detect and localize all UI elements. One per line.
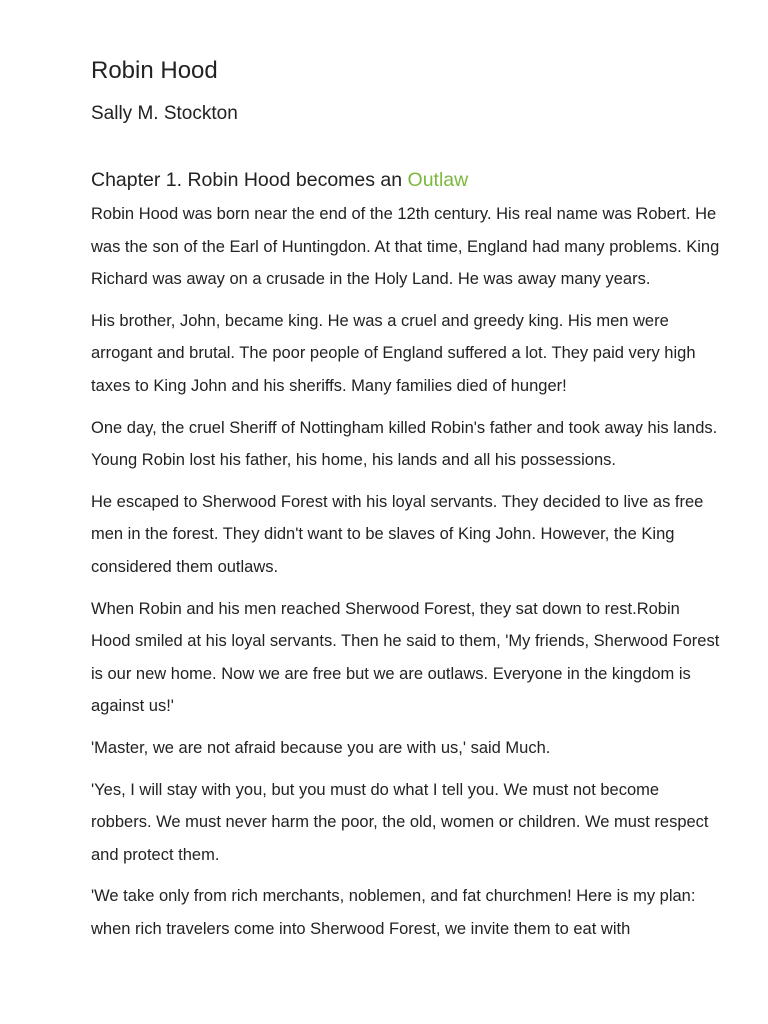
chapter-body	[91, 198, 721, 954]
book-author: Sally M. Stockton	[91, 103, 238, 124]
paragraph: When Robin and his men reached Sherwood Forest, they sat down to rest.Robin Hood smiled at his loyal servants. Then he said to them, 'My friends, Sherwood Forest is our new home. Now we are free but we are outlaws. Everyone in the kingdom is against us!'	[91, 599, 720, 716]
paragraph: His brother, John, became king. He was a cruel and greedy king. His men were arrogant and brutal. The poor people of England suffered a lot. They paid very high taxes to King John and his sheriffs. Many families died of hunger!	[91, 311, 696, 395]
paragraph: One day, the cruel Sheriff of Nottingham killed Robin's father and took away his lands. Young Robin lost his father, his home, his lands and all his possessions.	[91, 418, 718, 470]
paragraph: 'Yes, I will stay with you, but you must do what I tell you. We must not become robbers. We must never harm the poor, the old, women or children. We must respect and protect them.	[91, 780, 709, 864]
chapter-heading-highlight[interactable]: Outlaw	[407, 169, 469, 191]
paragraph: 'We take only from rich merchants, noblemen, and fat churchmen! Here is my plan: when rich travelers come into Sherwood Forest, we invite them to eat with	[91, 887, 696, 938]
chapter-heading	[91, 166, 468, 194]
paragraph: He escaped to Sherwood Forest with his loyal servants. They decided to live as free men in the forest. They didn't want to be slaves of King John. However, the King considered them outlaws.	[91, 492, 704, 576]
paragraph: 'Master, we are not afraid because you are with us,' said Much.	[91, 738, 551, 757]
chapter-heading-text: Chapter 1. Robin Hood becomes an	[91, 169, 408, 191]
book-title: Robin Hood	[91, 57, 218, 84]
paragraph: Robin Hood was born near the end of the 12th century. His real name was Robert. He was the son of the Earl of Huntingdon. At that time, England had many problems. King Richard was away on a crusade in the Holy Land. He was away many years.	[91, 205, 720, 289]
